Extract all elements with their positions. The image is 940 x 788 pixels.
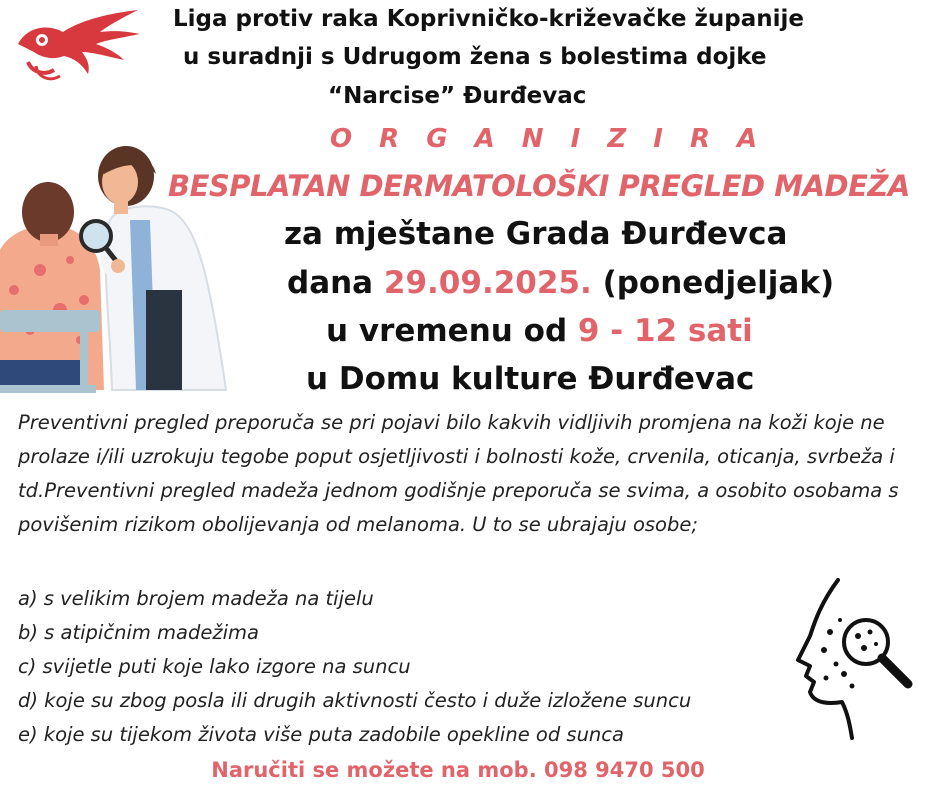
risk-list xyxy=(18,582,691,752)
organizira-label: O R G A N I Z I R A xyxy=(330,124,767,154)
time-prefix: u vremenu od xyxy=(326,313,578,349)
organizer-line-3: “Narcise” Đurđevac xyxy=(328,83,587,109)
event-date: 29.09.2025. xyxy=(383,265,592,301)
list-item: a) s velikim brojem madeža na tijelu xyxy=(18,587,374,610)
organizer-line-2: u suradnji s Udrugom žena s bolestima dojke xyxy=(183,44,767,70)
event-time: 9 - 12 sati xyxy=(577,313,753,349)
list-item: c) svijetle puti koje lako izgore na suncu xyxy=(18,655,411,678)
contact-phone: Naručiti se možete na mob. 098 9470 500 xyxy=(211,758,705,782)
event-time-line xyxy=(326,313,753,349)
crab-logo-icon xyxy=(8,4,148,84)
event-location: u Domu kulture Đurđevac xyxy=(306,361,755,397)
list-item: e) koje su tijekom života više puta zadobile opekline od sunca xyxy=(18,723,624,746)
event-audience: za mještane Grada Đurđevca xyxy=(284,216,788,252)
list-item: d) koje su zbog posla ili drugih aktivnosti često i duže izložene suncu xyxy=(18,689,692,712)
event-date-line xyxy=(287,265,834,301)
organizer-line-1: Liga protiv raka Koprivničko-križevačke županije xyxy=(173,6,804,32)
body-paragraph xyxy=(18,406,934,542)
event-day: (ponedjeljak) xyxy=(591,265,835,301)
date-prefix: dana xyxy=(287,265,384,301)
body-text: Preventivni pregled preporuča se pri pojavi bilo kakvih vidljivih promjena na koži koje ne prolaze i/ili uzrokuju tegobe poput osjetljivosti i bolnosti kože, crvenila, oticanja, svrbeža i td.Preventivni pregled madeža jednom godišnje preporuča se svima, a osobito osobama s povišenim rizikom obolijevanja od melanoma. U to se ubrajaju osobe; xyxy=(18,411,899,536)
list-item: b) s atipičnim madežima xyxy=(18,621,259,644)
face-skin-magnifier-icon xyxy=(790,574,930,744)
event-title: BESPLATAN DERMATOLOŠKI PREGLED MADEŽA xyxy=(168,169,910,203)
